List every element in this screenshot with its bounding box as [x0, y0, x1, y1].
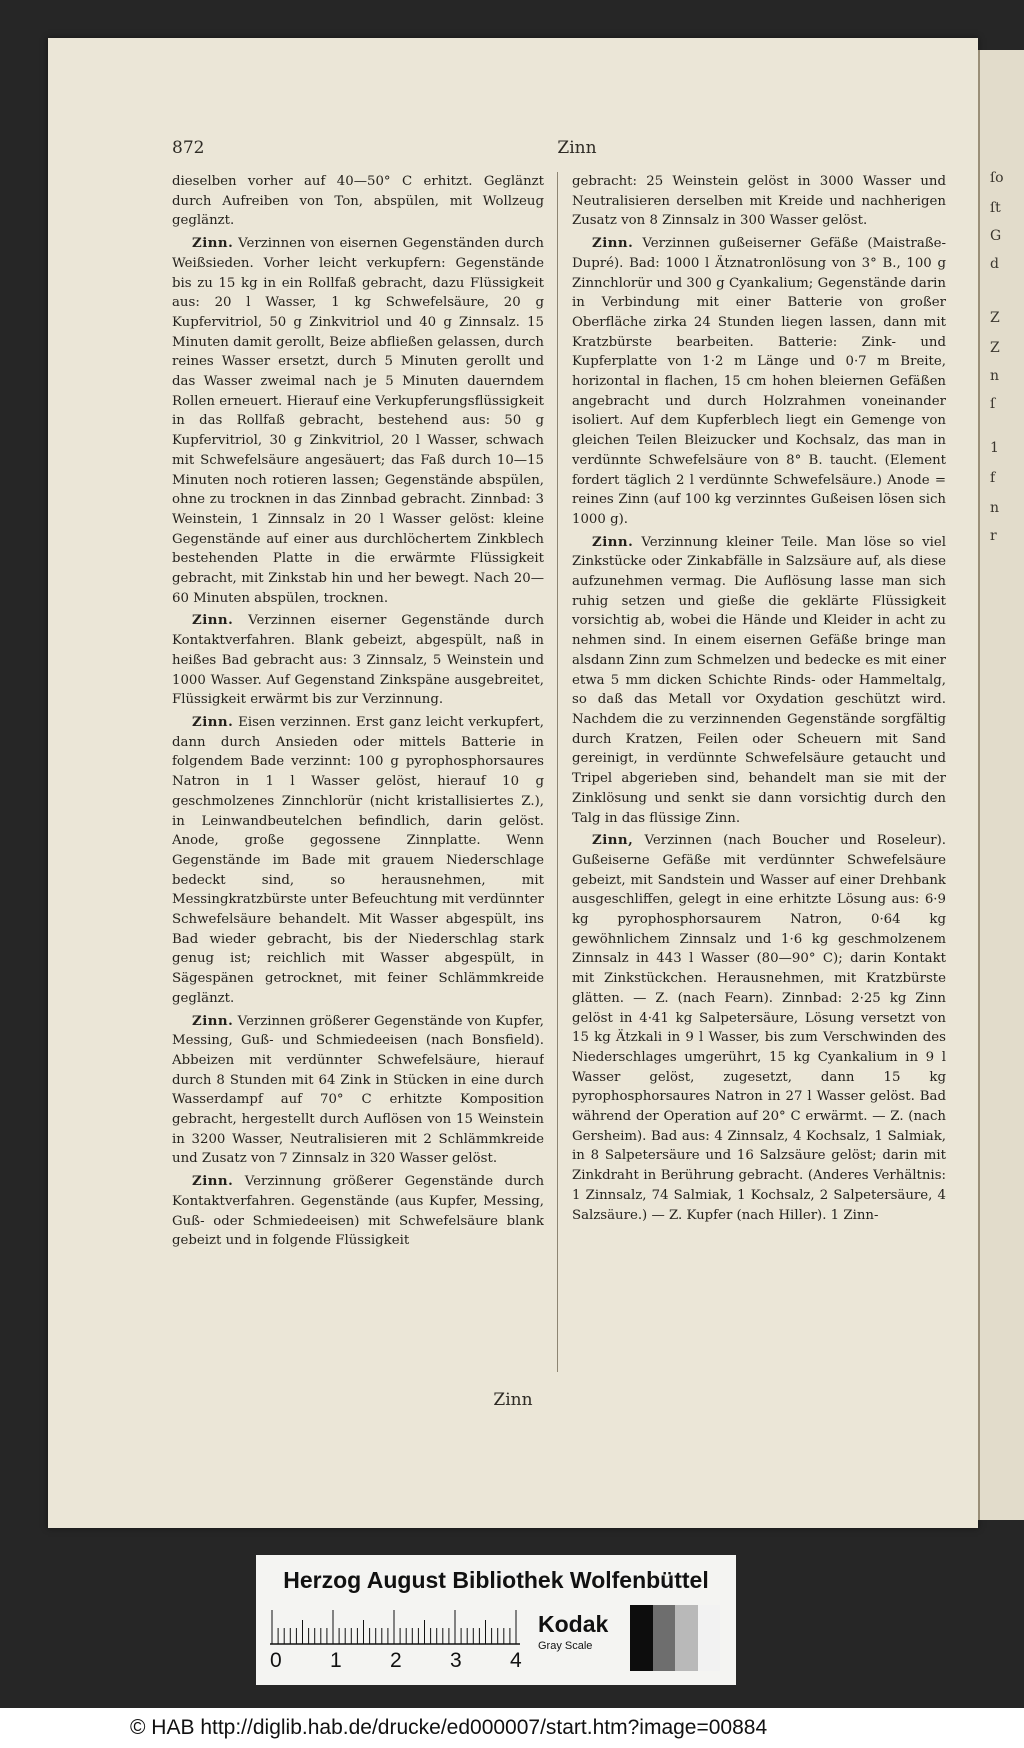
- next-page-fragment: f: [990, 470, 996, 486]
- next-page-fragment: ſt: [990, 200, 1001, 216]
- paragraph: [172, 1012, 544, 1170]
- entry-text: Eisen verzinnen. Erst ganz leicht verkupfert, dann durch Ansieden oder mittels Batterie in folgendem Bade verzinnt: 100 g pyrophosphorsaures Natron in 1 l Wasser gelöst, hierauf 10 g geschmolzenes Zinnchlorür (nicht kristallisiertes Z.), in Leinwandbeutelchen befindlich, darin gelöst. Anode, große gegossene Zinnplatte. Wenn Gegenstände im Bade mit grauem Niederschlage bedeckt sind, so herausnehmen, mit Messingkratzbürste unter Befeuchtung mit verdünnter Schwefelsäure behandelt. Mit Wasser abgespült, ins Bad wieder gebracht, bis der Niederschlag stark genug ist; reichlich mit Wasser abgespült, in Sägespänen getrocknet, mit feiner Schlämmkreide geglänzt.: [172, 714, 544, 1006]
- entry-text: Verzinnen (nach Boucher und Roseleur). Gußeiserne Gefäße mit verdünnter Schwefelsäure gebeizt, mit Sandstein und Wasser auf einer Drehbank ausgeschliffen, gelegt in eine erhitzte Lösung aus: 6·9 kg pyrophosphorsaurem Natron, 0·64 kg gewöhnlichem Zinnsalz und 1·6 kg geschmolzenem Zinnsalz in 443 l Wasser (80—90° C); darin Kontakt mit Zinkstückchen. Herausnehmen, mit Kratzbürste glätten. — Z. (nach Fearn). Zinnbad: 2·25 kg Zinn gelöst in 4·41 kg Salpetersäure, Lösung versetzt von 15 kg Ätzkali in 9 l Wasser, bis zum Verschwinden des Niederschlages umgerührt, 15 kg Cyankalium in 9 l Wasser gelöst, zugesetzt, dann 15 kg pyrophosphorsaures Natron in 27 l Wasser gelöst. Bad während der Operation auf 20° C erwärmt. — Z. (nach Gersheim). Bad aus: 4 Zinnsalz, 4 Kochsalz, 1 Salmiak, in 8 Salpetersäure und 16 Salzsäure gelöst; darin mit Zinkdraht in Berührung gebracht. (Anderes Verhältnis: 1 Zinnsalz, 74 Salmiak, 1 Kochsalz, 2 Salpetersäure, 4 Salzsäure.) — Z. Kupfer (nach Hiller). 1 Zinn-: [572, 833, 946, 1223]
- ruler-label: 4: [510, 1649, 522, 1672]
- kodak-label: [538, 1611, 608, 1652]
- entry-keyword: Zinn.: [192, 714, 234, 730]
- entry-text: Verzinnung größerer Gegenstände durch Kontaktverfahren. Gegenstände (aus Kupfer, Messing, Guß- oder Schmiedeeisen) mit Schwefelsäure blank gebeizt und in folgende Flüssigkeit: [172, 1174, 544, 1249]
- next-page-fragment: G: [990, 228, 1002, 244]
- entry-keyword: Zinn.: [592, 236, 634, 252]
- paragraph: [172, 234, 544, 608]
- next-page-fragment: Z: [990, 340, 1000, 356]
- scale-ruler-icon: [270, 1607, 520, 1645]
- entry-keyword: Zinn.: [192, 1013, 234, 1029]
- paragraph: [572, 533, 946, 829]
- paragraph: [172, 713, 544, 1009]
- paragraph: [572, 172, 946, 231]
- entry-text: Verzinnen größerer Gegenstände von Kupfer, Messing, Guß- und Schmiedeeisen (nach Bonsfield). Abbeizen mit verdünnter Schwefelsäure, hierauf durch 8 Stunden mit 64 Zink in Stücken in eine durch Wasserdampf auf 70° C erhitzte Komposition gebracht, hergestellt durch Auflösen von 15 Weinstein in 3200 Wasser, Neutralisieren mit 2 Schlämmkreide und Zusatz von 7 Zinnsalz in 320 Wasser gelöst.: [172, 1013, 544, 1167]
- right-column: [572, 172, 946, 1372]
- entry-text: gebracht: 25 Weinstein gelöst in 3000 Wasser und Neutralisieren derselben mit Kreide und nachherigen Zusatz von 8 Zinnsalz in 300 Wasser gelöst.: [572, 174, 946, 229]
- paragraph: [572, 831, 946, 1225]
- entry-text: Verzinnen von eisernen Gegenständen durch Weißsieden. Vorher leicht verkupfern: Gegenstände bis zu 15 kg in ein Rollfaß gebracht, dazu Flüssigkeit aus: 20 l Wasser, 1 kg Schwefelsäure, 20 g Kupfervitriol, 50 g Zinkvitriol und 40 g Zinnsalz. 15 Minuten damit gerollt, Beize abfließen gelassen, durch reines Wasser ersetzt, durch 5 Minuten gerollt und das Wasser zweimal nach je 5 Minuten dauerndem Rollen erneuert. Hierauf eine Verkupferungsflüssigkeit in das Rollfaß gebracht, bestehend aus: 50 g Kupfervitriol, 30 g Zinkvitriol, 20 l Wasser, schwach mit Schwefelsäure angesäuert; das Faß durch 10—15 Minuten noch rotieren lassen; Gegenstände abspülen, ohne zu trocknen in das Zinnbad gebracht. Zinnbad: 3 Weinstein, 1 Zinnsalz in 20 l Wasser gelöst: kleine Gegenstände auf einer aus durchlöchertem Zinkblech bestehenden Platte in die erwärmte Flüssigkeit gebracht, mit Zinkstab hin und her bewegt. Nach 20—60 Minuten abspülen, trocknen.: [172, 236, 544, 606]
- next-page-fragment: r: [990, 528, 997, 544]
- source-url: © HAB http://diglib.hab.de/drucke/ed000007/start.htm?image=00884: [130, 1716, 768, 1739]
- source-url-bar: [0, 1708, 1024, 1748]
- next-page-fragment: Z: [990, 310, 1000, 326]
- paragraph: [572, 234, 946, 530]
- column-divider: [557, 172, 558, 1372]
- next-page-fragment: n: [990, 500, 1000, 516]
- ruler-label: 2: [390, 1649, 402, 1672]
- next-page-fragment: ſo: [990, 170, 1004, 186]
- next-page-fragment: d: [990, 256, 999, 272]
- entry-keyword: Zinn.: [192, 613, 234, 629]
- gray-patch: [675, 1605, 698, 1671]
- kodak-brand: Kodak: [538, 1611, 609, 1637]
- paragraph: [172, 172, 544, 231]
- library-name: Herzog August Bibliothek Wolfenbüttel: [283, 1567, 709, 1593]
- entry-text: Verzinnen gußeiserner Gefäße (Maistraße-Dupré). Bad: 1000 l Ätznatronlösung von 3° B., 100 g Zinnchlorür und 300 g Cyankalium; Gegenstände darin in Verbindung mit einer Batterie von großer Oberfläche zirka 24 Stunden liegen lassen, dann mit Kratzbürste bearbeiten. Batterie: Zink- und Kupferplatte von 1·2 m Länge und 0·7 m Breite, horizontal in flachen, 15 cm hohen bleiernen Gefäßen angebracht und durch Holzrahmen voneinander isoliert. Auf dem Kupferblech liegt ein Gemenge von gleichen Teilen Bleizucker und Kochsalz, das man in verdünnte Schwefelsäure von 8° B. taucht. (Element fordert täglich 2 l verdünnte Schwefelsäure.) Anode = reines Zinn (auf 100 kg verzinntes Gußeisen lösen sich 1000 g).: [572, 236, 946, 527]
- entry-text: dieselben vorher auf 40—50° C erhitzt. Geglänzt durch Aufreiben von Ton, abspülen, mit Wollzeug geglänzt.: [172, 174, 544, 229]
- library-color-card: [256, 1555, 736, 1685]
- paragraph: [172, 611, 544, 710]
- ruler-label: 1: [330, 1649, 342, 1672]
- entry-keyword: Zinn.: [192, 236, 234, 252]
- gray-patch: [630, 1605, 653, 1671]
- kodak-subtitle: Gray Scale: [538, 1640, 593, 1652]
- ruler-labels: [270, 1649, 520, 1675]
- ruler-label: 0: [270, 1649, 282, 1672]
- entry-text: Verzinnung kleiner Teile. Man löse so viel Zinkstücke oder Zinkabfälle in Salzsäure auf, als diese aufzunehmen vermag. Die Auflösung lasse man sich ruhig setzen und gieße die geklärte Flüssigkeit vorsichtig ab, wobei die Hände und Kleider in acht zu nehmen sind. In einem eisernen Gefäße bringe man alsdann Zinn zum Schmelzen und bedecke es mit einer etwa 5 mm dicken Schichte Rinds- oder Hammeltalg, so daß das Metall vor Oxydation geschützt wird. Nachdem die zu verzinnenden Gegenstände sorgfältig durch Kratzen, Feilen oder Scheuern mit Sand gereinigt, in verdünnte Schwefelsäure getaucht und Tripel abgerieben sind, behandelt man sie mit der Zinklösung und senkt sie dann vorsichtig durch den Talg in das flüssige Zinn.: [572, 534, 946, 826]
- gray-patch: [698, 1605, 721, 1671]
- entry-text: Verzinnen eiserner Gegenstände durch Kontaktverfahren. Blank gebeizt, abgespült, naß in heißes Bad gebracht aus: 3 Zinnsalz, 5 Weinstein und 1000 Wasser. Auf Gegenstand Zinkspäne ausgebreitet, Flüssigkeit erwärmt bis zur Verzinnung.: [172, 613, 544, 708]
- next-page-fragment: 1: [990, 440, 999, 456]
- adjacent-page-edge: [978, 50, 1024, 1520]
- entry-keyword: Zinn.: [592, 534, 634, 550]
- page-header: [172, 138, 982, 162]
- ruler-label: 3: [450, 1649, 462, 1672]
- running-head: Zinn: [557, 138, 597, 158]
- left-column: [172, 172, 544, 1372]
- page-number: 872: [172, 138, 205, 158]
- entry-keyword: Zinn,: [592, 833, 634, 849]
- entry-keyword: Zinn.: [192, 1174, 234, 1190]
- gray-scale-patches: [630, 1605, 720, 1671]
- running-foot: Zinn: [493, 1390, 533, 1410]
- paragraph: [172, 1172, 544, 1251]
- next-page-fragment: n: [990, 368, 1000, 384]
- next-page-fragment: ſ: [990, 396, 996, 412]
- gray-patch: [653, 1605, 676, 1671]
